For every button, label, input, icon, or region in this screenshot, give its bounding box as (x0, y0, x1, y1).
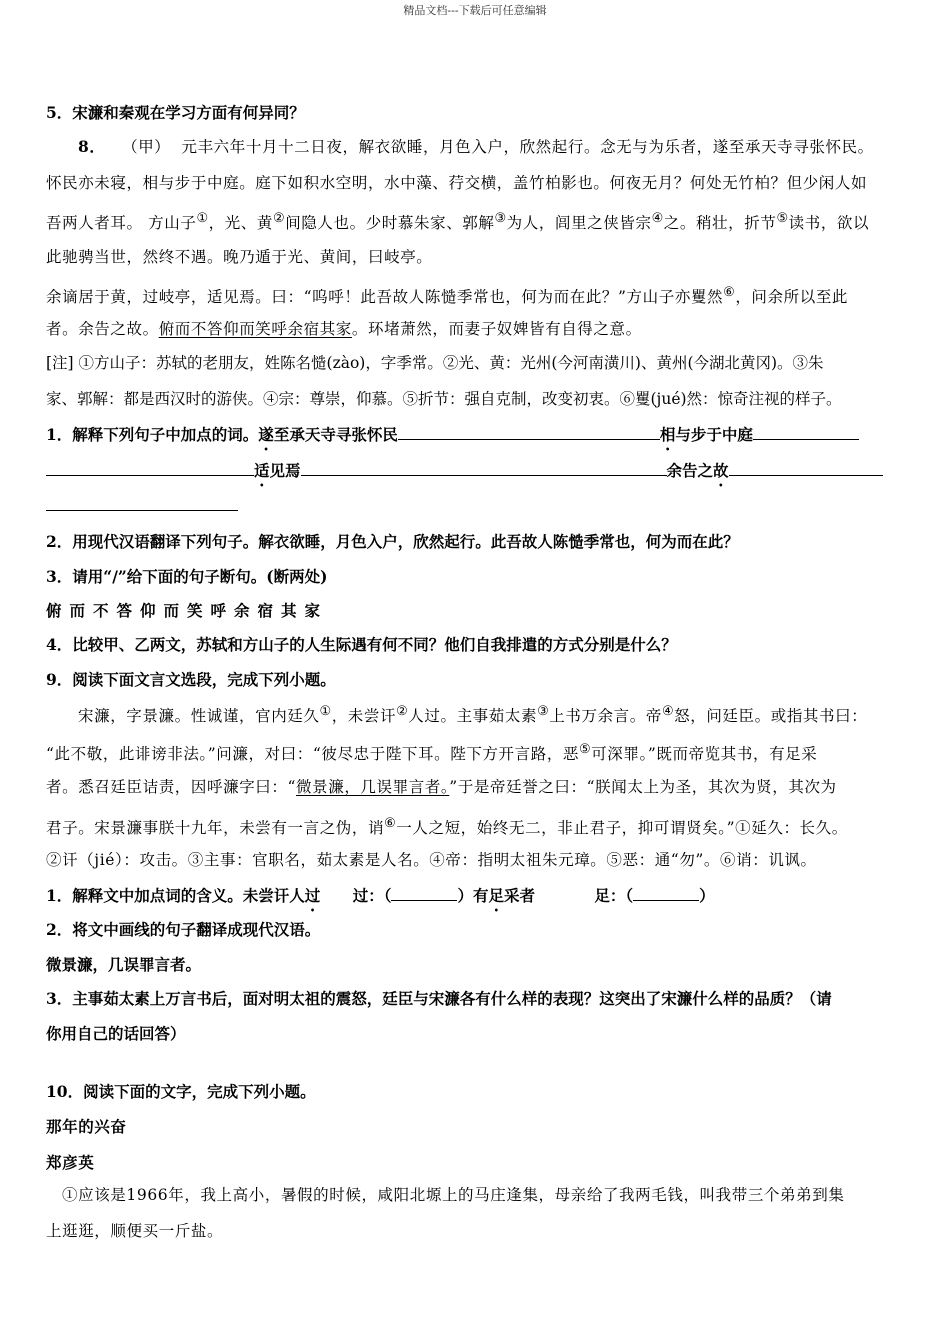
q9-sub1-b-text: 采者 (504, 886, 536, 905)
q8-sub1-d-text: 余告之 (666, 461, 714, 480)
q9-sub3-line-2: 你用自己的话回答） (46, 1024, 186, 1043)
question-10-title: 10．阅读下面的文字，完成下列小题。 (46, 1082, 316, 1101)
article-title: 那年的兴奋 (46, 1117, 127, 1136)
footnote-mark: ⑤ (579, 742, 592, 757)
footnote-mark: ⑥ (723, 285, 736, 300)
footnote-mark: ② (396, 704, 409, 719)
q9-text-1c: 人过。主事茹太素 (408, 707, 538, 726)
dotted-word: 故 (713, 461, 729, 480)
dotted-word: 适 (254, 461, 270, 480)
q8-sub1-b-text: 与步于中庭 (675, 425, 753, 444)
footnote-mark: ④ (661, 704, 675, 719)
q8-text-3a: 吾两人者耳。 方山子 (46, 214, 197, 233)
answer-blank[interactable] (729, 459, 883, 476)
q8-sub1-line-3 (46, 494, 238, 517)
q8-passage-line-1 (78, 136, 874, 158)
underlined-sentence: 微景濂，几误罪言者。 (296, 778, 450, 796)
q9-sub3-line-1: 3．主事茹太素上万言书后，面对明太祖的震怒，廷臣与宋濂各有什么样的表现？这突出了宋濂什么样的品质？（请 (46, 989, 832, 1008)
q9-passage-line-5: ②讦（jié）：攻击。③主事：官职名，茹太素是人名。④帝：指明太祖朱元璋。⑤恶：通“勿”。⑥诮：讥讽。 (46, 851, 817, 869)
answer-blank[interactable] (633, 884, 699, 901)
q8-text-6b: 。环堵萧然，而妻子奴婢皆有自得之意。 (351, 320, 642, 338)
q9-text-2a: “此不敬，此诽谤非法。”问濂，对曰：“彼尽忠于陛下耳。陛下方开言路，恶 (46, 745, 580, 764)
q9-sub1-a-close: ）有 (457, 886, 489, 905)
q8-sub4: 4．比较甲、乙两文，苏轼和方山子的人生际遇有何不同？他们自我排遣的方式分别是什么？ (46, 635, 677, 654)
q9-text-4b: 一人之短，始终无二，非止君子，抑可谓贤矣。”①延久：长久。 (396, 819, 848, 838)
answer-blank[interactable] (391, 884, 457, 901)
q8-text-6a: 者。余告之故。 (46, 320, 159, 338)
footnote-mark: ③ (494, 211, 507, 226)
q8-sub1-label: 1．解释下列句子中加点的词。 (46, 425, 259, 444)
q9-text-1e: 怒，问廷臣。或指其书曰： (674, 707, 868, 726)
q9-passage-line-2 (46, 739, 817, 765)
underlined-sentence: 俯而不答仰而笑呼余宿其家 (158, 320, 352, 338)
answer-blank[interactable] (46, 494, 238, 511)
q8-text-3f: 读书，欲以 (788, 214, 870, 233)
q9-passage-line-3 (46, 776, 837, 798)
q8-sub2: 2．用现代汉语翻译下列句子。解衣欲睡，月色入户，欣然起行。此吾故人陈慥季常也，何为而在此？ (46, 532, 739, 551)
q9-text-1b: ，未尝讦 (331, 707, 397, 726)
answer-blank[interactable] (753, 423, 859, 440)
q9-text-3a: 者。悉召廷臣诘责，因呼濂字曰：“ (46, 778, 297, 796)
q8-text-3b: ，光、黄 (208, 214, 274, 233)
q9-sub1-b-close: ） (699, 886, 715, 905)
q9-text-1d: 上书万余言。帝 (549, 707, 662, 726)
question-9-title: 9．阅读下面文言文选段，完成下列小题。 (46, 670, 336, 689)
q9-text-4a: 君子。宋景濂事朕十九年，未尝有一言之伪，诮 (46, 819, 385, 838)
q8-tag: （甲） (122, 138, 171, 156)
q8-text-5a: 余谪居于黄，过岐亭，适见焉。曰：“呜呼！此吾故人陈慥季常也，何为而在此？”方山子亦矍然 (46, 288, 724, 307)
q9-text-1a: 宋濂，字景濂。性诚谨，官内廷久 (78, 707, 320, 726)
footnote-mark: ① (196, 211, 209, 226)
q9-sub2: 2．将文中画线的句子翻译成现代汉语。 (46, 920, 321, 939)
q8-passage-line-4: 此驰骋当世，然终不遇。晚乃遁于光、黄间，曰岐亭。 (46, 248, 433, 266)
q8-text-3c: 间隐人也。少时慕朱家、郭解 (285, 214, 495, 233)
q8-sub1-c-text: 见焉 (269, 461, 301, 480)
footnote-mark: ① (319, 704, 332, 719)
answer-blank[interactable] (398, 423, 660, 440)
q8-sub1-line-2 (46, 459, 883, 490)
q8-text-5b: ，问余所以至此 (735, 288, 849, 307)
article-author: 郑彦英 (46, 1153, 95, 1172)
q8-text-1: 元丰六年十月十二日夜，解衣欲睡，月色入户，欣然起行。念无与为乐者，遂至承天寺寻张怀民。 (181, 138, 874, 156)
answer-blank[interactable] (301, 459, 667, 476)
q9-passage-line-4 (46, 813, 848, 839)
answer-blank[interactable] (46, 459, 254, 476)
q8-passage-line-6 (46, 318, 642, 340)
q9-text-2b: 可深罪。”既而帝览其书，有足采 (591, 745, 818, 764)
q9-passage-line-1 (78, 701, 867, 727)
dotted-word: 足 (488, 886, 504, 905)
footnote-mark: ⑤ (776, 211, 789, 226)
article-para-1-line-1: ①应该是1966年，我上高小，暑假的时候，咸阳北塬上的马庄逢集，母亲给了我两毛钱，叫我带三个弟弟到集 (62, 1186, 845, 1204)
q8-sub3-sentence: 俯而不答仰而笑呼余宿其家 (46, 601, 329, 620)
footnote-mark: ③ (537, 704, 550, 719)
q8-note-line-2: 家、郭解：都是西汉时的游侠。④宗：尊崇，仰慕。⑤折节：强自克制，改变初衷。⑥矍(jué)然：惊奇注视的样子。 (46, 390, 842, 408)
q9-sub1-a-label: 过：（ (352, 886, 392, 905)
q8-note-line-1: [注] ①方山子：苏轼的老朋友，姓陈名慥(zào)，字季常。②光、黄：光州(今河南潢川)、黄州(今湖北黄冈)。③朱 (46, 354, 824, 372)
q8-sub3: 3．请用“/”给下面的句子断句。(断两处) (46, 567, 328, 586)
dotted-word: 过 (304, 886, 321, 905)
q9-text-3b: ”于是帝廷誉之曰：“朕闻太上为圣，其次为贤，其次为 (449, 778, 837, 796)
q8-sub1-line-1 (46, 423, 859, 454)
q8-text-3d: 为人，闾里之侠皆宗 (506, 214, 652, 233)
article-para-1-line-2: 上逛逛，顺便买一斤盐。 (46, 1222, 224, 1240)
page-header: 精品文档---下载后可任意编辑 (403, 4, 547, 17)
q8-number: 8． (78, 137, 106, 156)
dotted-word: 遂 (258, 425, 274, 444)
q8-passage-line-2: 怀民亦未寝，相与步于中庭。庭下如积水空明，水中藻、荇交横，盖竹柏影也。何夜无月？何处无竹柏？但少闲人如 (46, 174, 868, 192)
q9-sub1 (46, 884, 715, 915)
q9-sub1-label: 1．解释文中加点词的含义。未尝讦人 (46, 886, 305, 905)
q8-passage-line-5 (46, 282, 848, 308)
footnote-mark: ② (273, 211, 286, 226)
q9-sub1-b-label: 足：（ (594, 886, 634, 905)
q8-passage-line-3 (46, 208, 869, 234)
q9-sub2-sentence: 微景濂，几误罪言者。 (46, 955, 202, 974)
footnote-mark: ⑥ (384, 816, 397, 831)
q8-sub1-a-text: 至承天寺寻张怀民 (273, 425, 398, 444)
question-5: 5．宋濂和秦观在学习方面有何异同？ (46, 103, 305, 122)
dotted-word: 相 (659, 425, 676, 444)
footnote-mark: ④ (651, 211, 664, 226)
q8-text-3e: 之。稍壮，折节 (663, 214, 777, 233)
